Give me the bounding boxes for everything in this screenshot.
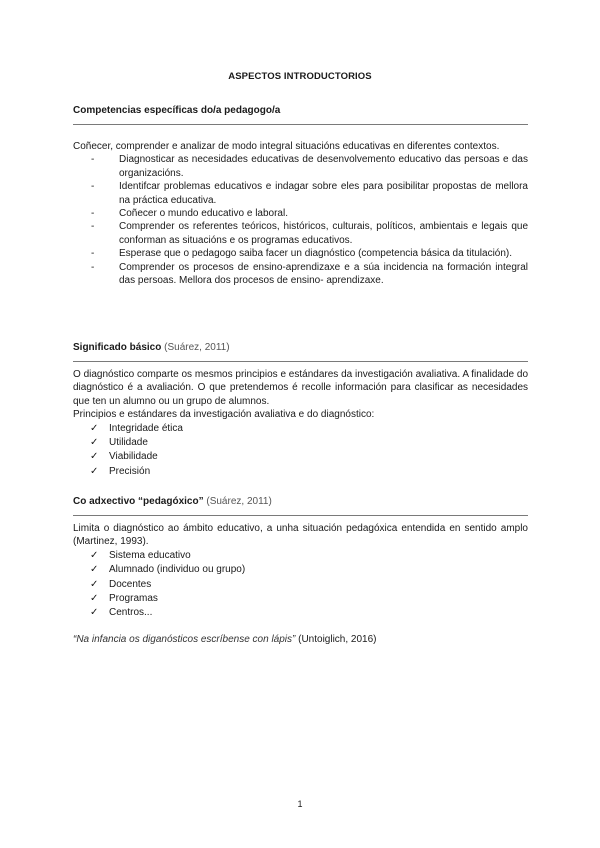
competencias-list [73,153,528,287]
principles-list [73,422,528,480]
list-item [73,207,528,220]
section-divider [73,515,528,516]
checkmark-icon: ✓ [90,451,99,463]
list-item-text: Sistema educativo [109,549,191,561]
list-item-text: Programas [109,593,158,605]
list-item-text: Comprender os referentes teóricos, históricos, culturais, políticos, ambientais e legais que conforman as situacións e os programas educativos. [119,221,528,246]
section-significado [73,341,528,479]
checkmark-icon: ✓ [90,422,99,434]
adxectivo-paragraph: Limita o diagnóstico ao ámbito educativo, a unha situación pedagóxica entendida en sentido amplo (Martinez, 1993). [73,523,528,548]
quote-text: “Na infancia os diganósticos escríbense con lápis” [73,634,296,645]
list-item-text: Esperase que o pedagogo saiba facer un diagnóstico (competencia básica da titulación). [119,248,513,260]
list-item [73,549,528,563]
list-item [73,220,528,247]
list-item-text: Identifcar problemas educativos e indagar sobre eles para posibilitar propostas de mellora na práctica educativa. [119,181,528,206]
list-marker: - [91,261,95,273]
list-item-text: Centros... [109,607,153,619]
list-item-text: Integridade ética [109,422,183,434]
checkmark-icon: ✓ [90,549,99,561]
list-item-text: Precisión [109,465,151,477]
list-item [73,465,528,479]
list-item [73,153,528,180]
list-item [73,180,528,207]
list-item-text: Comprender os procesos de ensino-aprendizaxe e a súa incidencia na formación integral das persoas. Mellora dos procesos de ensino- aprendizaxe. [119,261,528,287]
checkmark-icon: ✓ [90,437,99,449]
document-title: ASPECTOS INTRODUCTORIOS [228,71,372,82]
list-item [73,422,528,436]
list-item-text: Alumnado (individuo ou grupo) [109,564,246,576]
closing-quote [73,634,377,645]
heading-text: Significado básico [73,342,162,353]
section-competencias [73,104,528,287]
quote-source: (Untoiglich, 2016) [298,634,377,645]
list-marker: - [91,248,95,260]
section-divider [73,124,528,125]
list-item [73,247,528,260]
list-item [73,606,528,620]
list-item [73,261,528,288]
section-adxectivo [73,495,528,621]
section-heading: Competencias específicas do/a pedagogo/a [73,105,281,116]
list-item [73,450,528,464]
competencias-intro: Coñecer, comprender e analizar de modo integral situacións educativas en diferentes contextos. [73,141,500,152]
list-item [73,578,528,592]
section-heading [73,495,528,508]
heading-text: Co adxectivo “pedagóxico” [73,496,204,507]
adxectivo-list [73,549,528,621]
list-item [73,436,528,450]
list-marker: - [91,208,95,220]
checkmark-icon: ✓ [90,578,99,590]
heading-source: (Suárez, 2011) [206,496,272,507]
list-marker: - [91,154,95,166]
list-item-text: Diagnosticar as necesidades educativas de desenvolvemento educativo das persoas e das organizacións. [119,154,528,179]
heading-source: (Suárez, 2011) [164,342,230,353]
list-marker: - [91,181,95,193]
section-divider [73,361,528,362]
list-item-text: Utilidade [109,437,148,449]
list-item-text: Coñecer o mundo educativo e laboral. [119,208,288,220]
page-number: 1 [297,799,303,809]
significado-paragraph: O diagnóstico comparte os mesmos principios e estándares da investigación avaliativa. A finalidade do diagnóstico é a avaliación. O que pretendemos é recolle información para clasificar as necesidades que ten un alumno ou un grupo de alumnos. [73,369,528,407]
checkmark-icon: ✓ [90,564,99,576]
list-item [73,592,528,606]
checkmark-icon: ✓ [90,607,99,619]
list-item-text: Viabilidade [109,451,158,463]
list-item-text: Docentes [109,578,152,590]
section-heading [73,341,528,354]
checkmark-icon: ✓ [90,465,99,477]
list-item [73,563,528,577]
list-marker: - [91,221,95,233]
principles-intro: Principios e estándares da investigación avaliativa e do diagnóstico: [73,409,375,421]
checkmark-icon: ✓ [90,593,99,605]
